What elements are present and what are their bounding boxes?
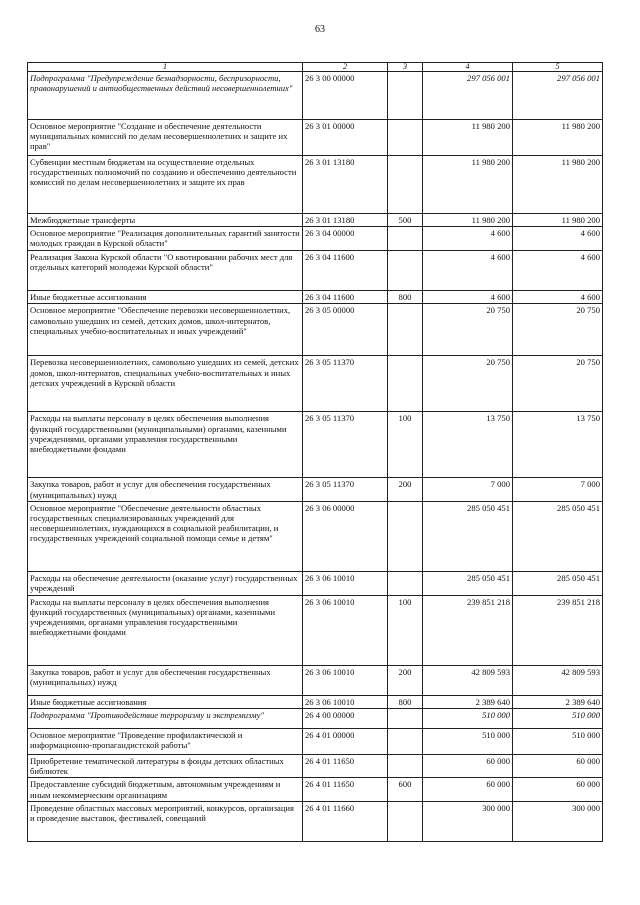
row-name: Межбюджетные трансферты xyxy=(28,214,303,227)
row-expense-type: 800 xyxy=(388,291,423,304)
row-value-col5: 7 000 xyxy=(513,478,603,501)
row-expense-type xyxy=(388,227,423,251)
row-value-col4: 20 750 xyxy=(423,304,513,356)
row-code: 26 3 00 00000 xyxy=(303,72,388,120)
table-row xyxy=(28,304,603,356)
row-value-col5: 285 050 451 xyxy=(513,571,603,595)
table-row xyxy=(28,571,603,595)
row-code: 26 4 00 00000 xyxy=(303,709,388,729)
row-name: Подпрограмма "Предупреждение безнадзорности, беспризорности, правонарушений и антиобщественных действий несовершеннолетних" xyxy=(28,72,303,120)
header-col-3: 3 xyxy=(388,63,423,72)
row-name: Иные бюджетные ассигнования xyxy=(28,695,303,708)
table-row xyxy=(28,251,603,291)
table-row xyxy=(28,227,603,251)
row-value-col4: 2 389 640 xyxy=(423,695,513,708)
row-code: 26 4 01 11650 xyxy=(303,778,388,801)
row-value-col4: 60 000 xyxy=(423,755,513,778)
row-code: 26 3 01 13180 xyxy=(303,214,388,227)
row-value-col5: 297 056 001 xyxy=(513,72,603,120)
row-expense-type xyxy=(388,356,423,412)
row-expense-type xyxy=(388,755,423,778)
row-expense-type xyxy=(388,251,423,291)
row-expense-type: 200 xyxy=(388,665,423,695)
row-expense-type xyxy=(388,72,423,120)
row-name: Иные бюджетные ассигнования xyxy=(28,291,303,304)
row-name: Расходы на выплаты персоналу в целях обеспечения выполнения функций государственных (муниципальных) органами, казенными учреждениями, органами управления государственными внебюджетными фондами xyxy=(28,595,303,665)
row-value-col5: 300 000 xyxy=(513,801,603,841)
row-value-col5: 11 980 200 xyxy=(513,156,603,214)
header-row xyxy=(28,63,603,72)
table-row xyxy=(28,356,603,412)
row-value-col4: 11 980 200 xyxy=(423,156,513,214)
row-name: Основное мероприятие "Проведение профилактической и информационно-пропагандистской работы" xyxy=(28,729,303,755)
row-value-col5: 60 000 xyxy=(513,778,603,801)
row-code: 26 3 04 00000 xyxy=(303,227,388,251)
row-expense-type xyxy=(388,120,423,156)
row-code: 26 3 06 10010 xyxy=(303,695,388,708)
row-name: Предоставление субсидий бюджетным, автономным учреждениям и иным некоммерческим организациям xyxy=(28,778,303,801)
row-expense-type: 800 xyxy=(388,695,423,708)
row-expense-type xyxy=(388,501,423,571)
row-expense-type: 100 xyxy=(388,412,423,478)
row-expense-type xyxy=(388,571,423,595)
row-expense-type: 600 xyxy=(388,778,423,801)
row-value-col4: 510 000 xyxy=(423,729,513,755)
row-value-col4: 285 050 451 xyxy=(423,501,513,571)
row-value-col4: 239 851 218 xyxy=(423,595,513,665)
table-row xyxy=(28,156,603,214)
row-value-col4: 510 000 xyxy=(423,709,513,729)
row-value-col5: 60 000 xyxy=(513,755,603,778)
table-row xyxy=(28,120,603,156)
table-row xyxy=(28,709,603,729)
row-name: Субвенции местным бюджетам на осуществление отдельных государственных полномочий по созданию и обеспечению деятельности комиссий по делам несовершеннолетних и защите их прав xyxy=(28,156,303,214)
row-expense-type: 100 xyxy=(388,595,423,665)
row-name: Основное мероприятие "Обеспечение деятельности областных государственных специализированных учреждений для несовершеннолетних, нуждающихся в социальной реабилитации, и государственных учреждений социальной помощи семье и детям" xyxy=(28,501,303,571)
row-value-col5: 20 750 xyxy=(513,304,603,356)
table-row xyxy=(28,478,603,501)
row-name: Реализация Закона Курской области "О квотировании рабочих мест для отдельных категорий молодежи Курской области" xyxy=(28,251,303,291)
row-code: 26 3 01 13180 xyxy=(303,156,388,214)
row-expense-type xyxy=(388,156,423,214)
row-code: 26 3 04 11600 xyxy=(303,291,388,304)
row-code: 26 3 05 00000 xyxy=(303,304,388,356)
row-value-col5: 4 600 xyxy=(513,227,603,251)
row-name: Приобретение тематической литературы в фонды детских областных библиотек xyxy=(28,755,303,778)
table-row xyxy=(28,291,603,304)
row-code: 26 4 01 00000 xyxy=(303,729,388,755)
row-value-col4: 4 600 xyxy=(423,251,513,291)
row-expense-type xyxy=(388,729,423,755)
row-code: 26 3 06 10010 xyxy=(303,665,388,695)
row-value-col5: 20 750 xyxy=(513,356,603,412)
row-name: Основное мероприятие "Реализация дополнительных гарантий занятости молодых граждан в Курской области" xyxy=(28,227,303,251)
row-value-col4: 20 750 xyxy=(423,356,513,412)
page-number: 63 xyxy=(315,24,325,35)
row-code: 26 3 04 11600 xyxy=(303,251,388,291)
row-value-col4: 4 600 xyxy=(423,291,513,304)
table-row xyxy=(28,778,603,801)
row-name: Основное мероприятие "Создание и обеспечение деятельности муниципальных комиссий по делам несовершеннолетних и защите их прав" xyxy=(28,120,303,156)
row-value-col5: 11 980 200 xyxy=(513,214,603,227)
header-col-1: 1 xyxy=(28,63,303,72)
row-value-col4: 42 809 593 xyxy=(423,665,513,695)
row-value-col5: 11 980 200 xyxy=(513,120,603,156)
row-name: Расходы на выплаты персоналу в целях обеспечения выполнения функций государственными (муниципальными) органами, казенными учреждениями, органами управления государственными внебюджетными фондами xyxy=(28,412,303,478)
table-row xyxy=(28,729,603,755)
row-code: 26 3 06 00000 xyxy=(303,501,388,571)
budget-table xyxy=(27,62,603,842)
row-code: 26 3 06 10010 xyxy=(303,571,388,595)
header-col-4: 4 xyxy=(423,63,513,72)
row-name: Перевозка несовершеннолетних, самовольно ушедших из семей, детских домов, школ-интернатов, специальных учебно-воспитательных и иных детских учреждений в Курской области xyxy=(28,356,303,412)
row-value-col5: 239 851 218 xyxy=(513,595,603,665)
row-value-col4: 7 000 xyxy=(423,478,513,501)
header-col-5: 5 xyxy=(513,63,603,72)
row-value-col4: 60 000 xyxy=(423,778,513,801)
row-expense-type: 500 xyxy=(388,214,423,227)
row-expense-type xyxy=(388,801,423,841)
table-row xyxy=(28,595,603,665)
table-row xyxy=(28,501,603,571)
row-name: Закупка товаров, работ и услуг для обеспечения государственных (муниципальных) нужд xyxy=(28,665,303,695)
row-value-col5: 285 050 451 xyxy=(513,501,603,571)
header-col-2: 2 xyxy=(303,63,388,72)
row-value-col4: 11 980 200 xyxy=(423,214,513,227)
table-row xyxy=(28,755,603,778)
table-row xyxy=(28,695,603,708)
row-name: Закупка товаров, работ и услуг для обеспечения государственных (муниципальных) нужд xyxy=(28,478,303,501)
row-value-col4: 285 050 451 xyxy=(423,571,513,595)
row-value-col5: 4 600 xyxy=(513,291,603,304)
row-code: 26 4 01 11660 xyxy=(303,801,388,841)
row-name: Подпрограмма "Противодействие терроризму и экстремизму" xyxy=(28,709,303,729)
table-row xyxy=(28,801,603,841)
table-row xyxy=(28,72,603,120)
table-row xyxy=(28,214,603,227)
table-row xyxy=(28,665,603,695)
row-name: Проведение областных массовых мероприятий, конкурсов, организация и проведение выставок, фестивалей, совещаний xyxy=(28,801,303,841)
row-value-col5: 13 750 xyxy=(513,412,603,478)
row-code: 26 3 05 11370 xyxy=(303,356,388,412)
table-row xyxy=(28,412,603,478)
row-value-col4: 4 600 xyxy=(423,227,513,251)
row-code: 26 3 06 10010 xyxy=(303,595,388,665)
row-value-col5: 2 389 640 xyxy=(513,695,603,708)
row-code: 26 4 01 11650 xyxy=(303,755,388,778)
row-name: Основное мероприятие "Обеспечение перевозки несовершеннолетних, самовольно ушедших из семей, детских домов, школ-интернатов, специальных учебно-воспитательных и иных учреждений" xyxy=(28,304,303,356)
row-value-col5: 4 600 xyxy=(513,251,603,291)
row-code: 26 3 01 00000 xyxy=(303,120,388,156)
row-expense-type xyxy=(388,709,423,729)
row-value-col4: 13 750 xyxy=(423,412,513,478)
row-expense-type: 200 xyxy=(388,478,423,501)
row-value-col5: 510 000 xyxy=(513,729,603,755)
row-value-col5: 510 000 xyxy=(513,709,603,729)
row-name: Расходы на обеспечение деятельности (оказание услуг) государственных учреждений xyxy=(28,571,303,595)
row-value-col5: 42 809 593 xyxy=(513,665,603,695)
row-expense-type xyxy=(388,304,423,356)
row-value-col4: 11 980 200 xyxy=(423,120,513,156)
row-code: 26 3 05 11370 xyxy=(303,478,388,501)
row-code: 26 3 05 11370 xyxy=(303,412,388,478)
row-value-col4: 297 056 001 xyxy=(423,72,513,120)
row-value-col4: 300 000 xyxy=(423,801,513,841)
